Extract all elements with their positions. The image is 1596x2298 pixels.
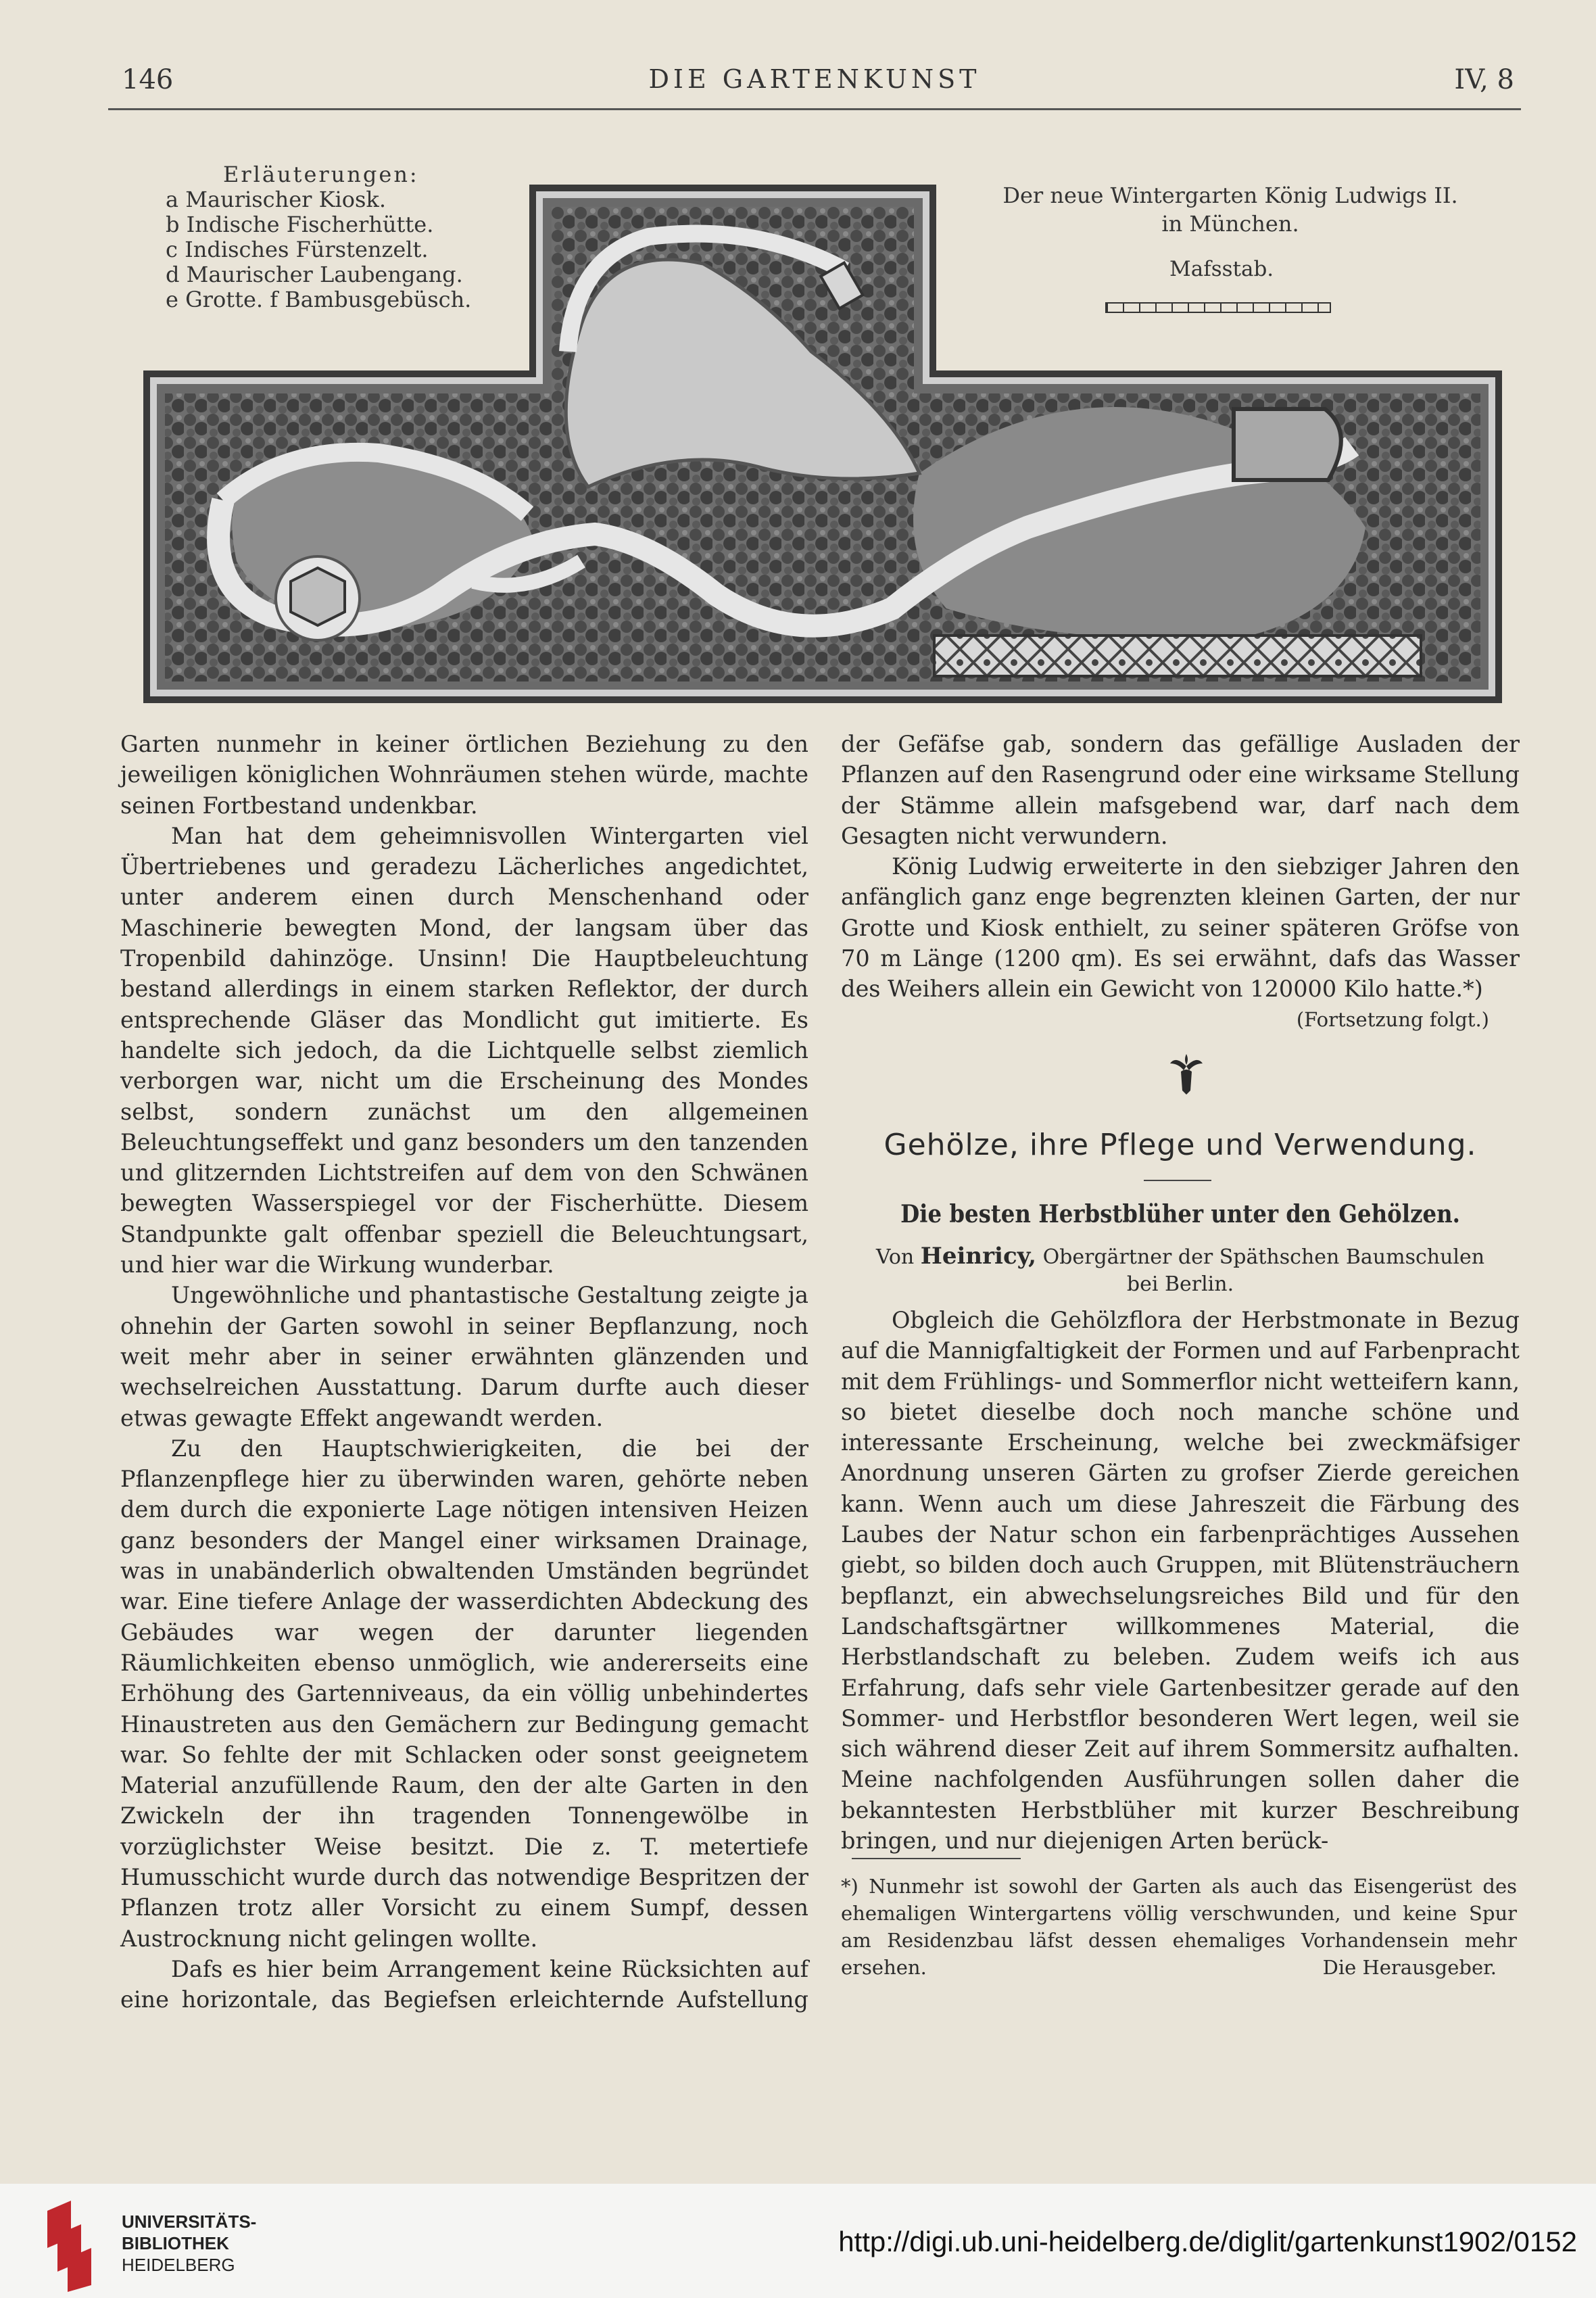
paragraph: Man hat dem geheimnisvollen Wintergarten viel Übertriebenes und geradezu Lächerliches angedichtet, unter anderem einen durch Menschenhand oder Maschinerie bewegten Mond, der langsam über das Tropenbild dahinzöge. Unsinn! Die Hauptbeleuchtung bestand allerdings in einem starken Reflektor, der durch entsprechende Gläser das Mondlicht gut imitierte. Es handelte sich jedoch, da die Lichtquelle selbst ziemlich verborgen war, nicht um die Erscheinung des Mondes selbst, sondern zunächst um den allgemeinen Beleuchtungseffekt und ganz besonders um den tanzenden und glitzernden Lichtstreifen auf dem von den Schwänen bewegten Wasserspiegel vor der Fischerhütte. Diesem Standpunkte galt offenbar speziell die Beleuchtungsart, und hier war die Wirkung wunderbar. <box>120 822 808 1278</box>
figure-legend <box>166 162 471 312</box>
legend-item: c Indisches Fürstenzelt. <box>166 237 429 262</box>
library-line: BIBLIOTHEK <box>122 2233 229 2253</box>
byline-prefix: Von <box>875 1245 915 1269</box>
section-title: Gehölze, ihre Pflege und Verwendung. <box>884 1128 1477 1162</box>
university-library-logo[interactable] <box>34 2197 101 2292</box>
legend-item: b Indische Fischerhütte. <box>166 212 434 237</box>
legend-item: d Maurischer Laubengang. <box>166 262 463 287</box>
library-line: HEIDELBERG <box>122 2255 235 2275</box>
paragraph: Ungewöhnliche und phantastische Gestaltung zeigte ja ohnehin der Garten sowohl in seiner Bepflanzung, noch weit mehr aber in seiner erwähnten glänzenden und wechselreichen Ausstattung. Darum durfte auch dieser etwas gewagte Effekt angewandt werden. <box>120 1282 808 1431</box>
right-column-top <box>841 729 1520 1035</box>
paragraph: Garten nunmehr in keiner örtlichen Beziehung zu den jeweiligen königlichen Wohnräumen stehen würde, machte seinen Fortbestand undenkbar. <box>120 731 808 819</box>
footnote-signature: Die Herausgeber. <box>1322 1956 1497 1979</box>
flower-ornament-icon <box>1166 1051 1207 1099</box>
left-column <box>120 729 808 2015</box>
byline <box>841 1243 1520 1298</box>
footnote <box>841 1873 1517 1981</box>
plan-kiosk <box>291 568 345 625</box>
plan-lattice-arcade <box>934 636 1421 676</box>
library-line: UNIVERSITÄTS- <box>122 2211 257 2232</box>
paragraph: Zu den Hauptschwierigkeiten, die bei der Pflanzenpflege hier zu überwinden waren, gehörte neben dem durch die exponierte Lage nötigen intensiven Heizen ganz besonders der Mangel einer wirksamen Drainage, was in unabänderlich obwaltenden Umständen begründet war. Eine tiefere Anlage der wasserdichten Abdeckung des Gebäudes war wegen der darunter liegenden Räumlichkeiten ebenso unmöglich, wie andererseits eine Erhöhung des Gartenniveaus, da ein völlig unbehindertes Hinaustreten aus den Gemächern zur Bedingung gemacht war. So fehlte der mit Schlacken oder sonst geeignetem Material anzufüllende Raum, den der alte Garten in den Zwickeln der ihn tragenden Tonnengewölbe in vorzüglichster Weise besitzt. Die z. T. metertiefe Humusschicht wurde durch das notwendige Bespritzen der Pflanzen trotz aller Vorsicht zu einem Sumpf, dessen Austrocknung nicht gelingen wollte. <box>120 1435 808 1952</box>
legend-item: e Grotte. f Bambusgebüsch. <box>166 287 472 312</box>
journal-title: DIE GARTENKUNST <box>648 64 981 94</box>
paragraph: der Gefäfse gab, sondern das gefällige Ausladen der Pflanzen auf den Rasengrund oder eine wirksame Stellung der Stämme allein mafsgebend war, darf nach dem Gesagten nicht verwundern. <box>841 731 1520 849</box>
viewer-footer <box>0 2184 1596 2298</box>
garden-plan-figure <box>0 0 1596 717</box>
permalink-url[interactable]: http://digi.ub.uni-heidelberg.de/diglit/gartenkunst1902/0152 <box>838 2226 1577 2257</box>
paragraph: König Ludwig erweiterte in den siebziger Jahren den anfänglich ganz enge begrenzten kleinen Garten, der nur Grotte und Kiosk enthielt, zu seiner späteren Gröfse von 70 m Länge (1200 qm). Es sei erwähnt, dafs das Wasser des Weihers allein ein Gewicht von 120000 Kilo hatte.*) <box>841 853 1520 1003</box>
figure-caption <box>953 181 1507 238</box>
right-column-article <box>841 1305 1520 1856</box>
footnote-rule <box>852 1858 1021 1859</box>
continuation-note: (Fortsetzung folgt.) <box>1296 1007 1489 1031</box>
paragraph: Obgleich die Gehölzflora der Herbstmonate in Bezug auf die Mannigfaltigkeit der Formen und auf Farbenpracht mit dem Frühlings- und Sommerflor nicht wetteifern kann, so bietet dieselbe doch noch manche schöne und interessante Erscheinung, welche bei zweckmäfsiger Anordnung unseren Gärten zu grofser Zierde gereichen kann. Wenn auch um diese Jahreszeit die Färbung des Laubes der Natur schon ein farbenprächtiges Aussehen giebt, so bilden doch auch Gruppen, mit Blütensträuchern bepflanzt, ein abwechselungsreiches Bild und für den Landschaftsgärtner willkommenes Material, die Herbstlandschaft zu beleben. Zudem weifs ich aus Erfahrung, dafs sehr viele Gartenbesitzer gerade auf den Sommer- und Herbstflor besonderen Wert legen, weil sie sich während dieser Zeit auf ihrem Sommersitz aufhalten. Meine nachfolgenden Ausführungen sollen daher die bekanntesten Herbstblüher mit kurzer Beschreibung bringen, und nur diejenigen Arten berück- <box>841 1307 1520 1854</box>
section-rule <box>1144 1180 1211 1181</box>
library-name <box>122 2211 256 2276</box>
paragraph: Dafs es hier beim Arrangement keine Rücksichten auf eine horizontale, das Begiefsen erleichternde Aufstellung <box>120 1955 808 2013</box>
author-place: bei Berlin. <box>1126 1272 1234 1296</box>
caption-line: in München. <box>1161 211 1299 237</box>
volume-number: IV, 8 <box>1454 64 1514 95</box>
page-number: 146 <box>122 64 174 95</box>
article-title: Die besten Herbstblüher unter den Gehölzen. <box>900 1200 1460 1228</box>
scale-bar <box>1105 302 1331 313</box>
author-name: Heinricy, <box>920 1243 1037 1270</box>
legend-item: a Maurischer Kiosk. <box>166 187 386 212</box>
scale-label: Mafsstab. <box>1169 257 1274 281</box>
caption-line: Der neue Wintergarten König Ludwigs II. <box>1002 183 1458 208</box>
plan-pavilion <box>1234 409 1341 480</box>
legend-heading: Erläuterungen: <box>223 162 419 187</box>
author-role: Obergärtner der Späthschen Baumschulen <box>1042 1245 1485 1269</box>
footnote-text: *) Nunmehr ist sowohl der Garten als auch das Eisengerüst des ehemaligen Wintergartens völlig verschwunden, und keine Spur am Residenzbau läfst dessen ehemaliges Vorhandensein mehr ersehen. <box>841 1875 1517 1979</box>
